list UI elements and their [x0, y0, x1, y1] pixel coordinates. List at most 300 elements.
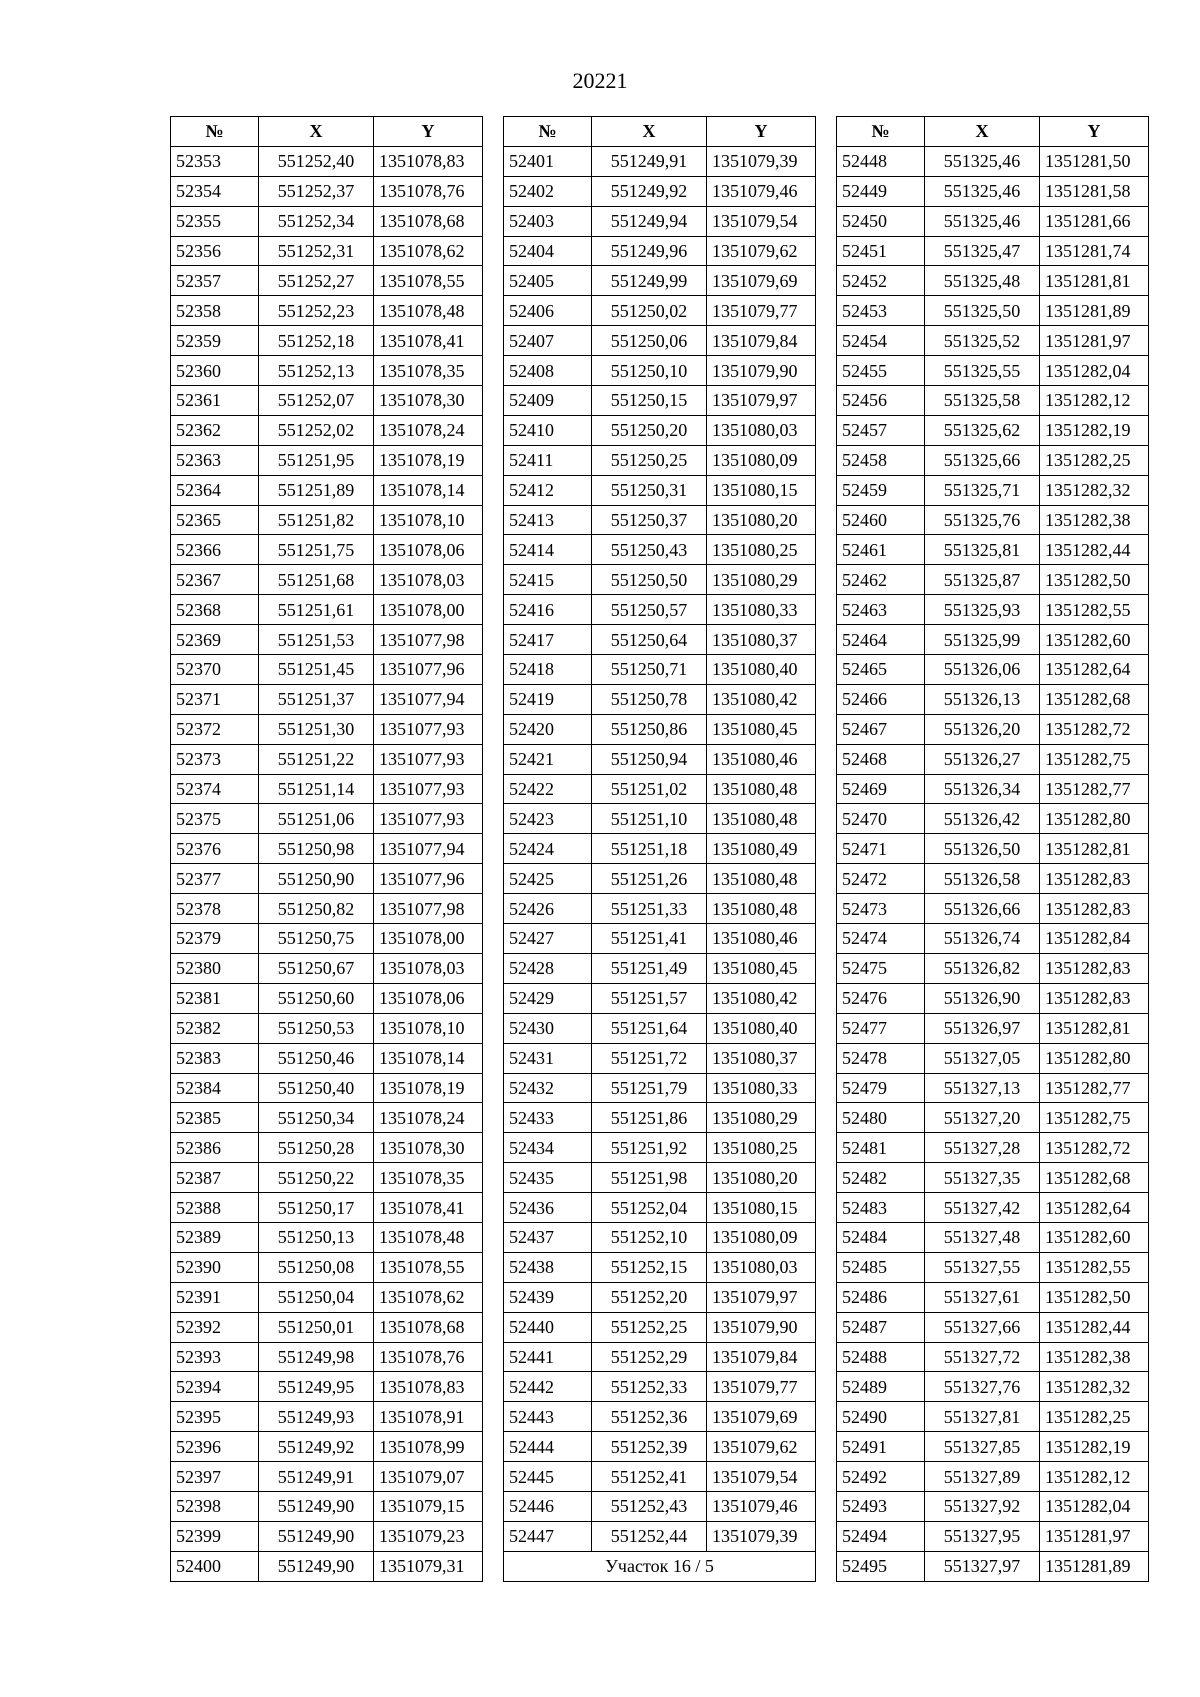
cell-x: 551251,06 — [259, 804, 374, 834]
cell-y: 1351282,19 — [1040, 1432, 1149, 1462]
table-row — [837, 1073, 1149, 1103]
table-row — [171, 1521, 483, 1551]
cell-x: 551251,61 — [259, 595, 374, 625]
cell-y: 1351077,96 — [374, 864, 483, 894]
cell-y: 1351080,45 — [707, 714, 816, 744]
cell-number: 52402 — [504, 176, 592, 206]
table-row — [171, 1163, 483, 1193]
cell-number: 52482 — [837, 1163, 925, 1193]
table-row — [837, 475, 1149, 505]
cell-number: 52455 — [837, 356, 925, 386]
cell-x: 551326,74 — [925, 924, 1040, 954]
cell-x: 551250,75 — [259, 924, 374, 954]
cell-y: 1351080,20 — [707, 1163, 816, 1193]
cell-y: 1351078,68 — [374, 1312, 483, 1342]
table-row — [171, 714, 483, 744]
cell-y: 1351078,03 — [374, 565, 483, 595]
page-number: 20221 — [572, 68, 628, 93]
table-row — [837, 266, 1149, 296]
cell-number: 52385 — [171, 1103, 259, 1133]
cell-x: 551252,13 — [259, 356, 374, 386]
table-row — [504, 1252, 816, 1282]
cell-y: 1351079,69 — [707, 1402, 816, 1432]
cell-y: 1351282,80 — [1040, 804, 1149, 834]
table-row — [171, 953, 483, 983]
table-row — [837, 1252, 1149, 1282]
table-row — [504, 1133, 816, 1163]
cell-number: 52365 — [171, 505, 259, 535]
cell-y: 1351078,19 — [374, 1073, 483, 1103]
cell-number: 52475 — [837, 953, 925, 983]
cell-number: 52398 — [171, 1491, 259, 1521]
table-row — [171, 386, 483, 416]
cell-number: 52355 — [171, 206, 259, 236]
table-row — [504, 1103, 816, 1133]
cell-y: 1351079,84 — [707, 1342, 816, 1372]
cell-x: 551251,98 — [592, 1163, 707, 1193]
cell-y: 1351281,58 — [1040, 176, 1149, 206]
cell-y: 1351080,42 — [707, 983, 816, 1013]
table-row — [837, 1222, 1149, 1252]
cell-number: 52362 — [171, 415, 259, 445]
table-row — [504, 684, 816, 714]
table-row — [504, 1372, 816, 1402]
cell-number: 52451 — [837, 236, 925, 266]
cell-y: 1351282,64 — [1040, 655, 1149, 685]
table-row — [171, 1342, 483, 1372]
cell-y: 1351080,03 — [707, 1252, 816, 1282]
cell-number: 52441 — [504, 1342, 592, 1372]
cell-number: 52357 — [171, 266, 259, 296]
cell-x: 551250,25 — [592, 445, 707, 475]
cell-x: 551327,20 — [925, 1103, 1040, 1133]
cell-x: 551327,85 — [925, 1432, 1040, 1462]
cell-x: 551250,57 — [592, 595, 707, 625]
cell-number: 52392 — [171, 1312, 259, 1342]
cell-y: 1351282,32 — [1040, 1372, 1149, 1402]
cell-y: 1351079,15 — [374, 1491, 483, 1521]
table-row — [504, 595, 816, 625]
cell-y: 1351079,46 — [707, 176, 816, 206]
table-row — [837, 744, 1149, 774]
table-row — [504, 864, 816, 894]
table-row — [504, 1312, 816, 1342]
header-y: Y — [1040, 117, 1149, 147]
cell-x: 551251,72 — [592, 1043, 707, 1073]
section-label: Участок 16 / 5 — [504, 1551, 816, 1581]
table-row — [171, 326, 483, 356]
cell-x: 551251,75 — [259, 535, 374, 565]
cell-x: 551327,92 — [925, 1491, 1040, 1521]
table-row — [504, 1432, 816, 1462]
cell-y: 1351080,48 — [707, 804, 816, 834]
table-row — [837, 655, 1149, 685]
cell-y: 1351282,12 — [1040, 1462, 1149, 1492]
cell-y: 1351080,46 — [707, 924, 816, 954]
table-row — [171, 1133, 483, 1163]
table-row — [171, 1013, 483, 1043]
cell-x: 551250,04 — [259, 1282, 374, 1312]
cell-y: 1351078,99 — [374, 1432, 483, 1462]
cell-x: 551325,66 — [925, 445, 1040, 475]
cell-number: 52389 — [171, 1222, 259, 1252]
cell-y: 1351282,72 — [1040, 714, 1149, 744]
cell-number: 52374 — [171, 774, 259, 804]
cell-y: 1351080,40 — [707, 1013, 816, 1043]
table-row — [837, 236, 1149, 266]
cell-y: 1351282,83 — [1040, 953, 1149, 983]
cell-number: 52384 — [171, 1073, 259, 1103]
cell-y: 1351080,09 — [707, 445, 816, 475]
cell-number: 52432 — [504, 1073, 592, 1103]
cell-y: 1351079,23 — [374, 1521, 483, 1551]
cell-y: 1351282,38 — [1040, 1342, 1149, 1372]
cell-number: 52393 — [171, 1342, 259, 1372]
cell-number: 52401 — [504, 146, 592, 176]
cell-number: 52459 — [837, 475, 925, 505]
cell-number: 52468 — [837, 744, 925, 774]
cell-number: 52361 — [171, 386, 259, 416]
cell-number: 52366 — [171, 535, 259, 565]
cell-number: 52478 — [837, 1043, 925, 1073]
cell-number: 52471 — [837, 834, 925, 864]
cell-number: 52356 — [171, 236, 259, 266]
cell-x: 551251,68 — [259, 565, 374, 595]
cell-y: 1351080,48 — [707, 894, 816, 924]
cell-x: 551251,49 — [592, 953, 707, 983]
cell-x: 551250,01 — [259, 1312, 374, 1342]
cell-number: 52425 — [504, 864, 592, 894]
table-row — [504, 1073, 816, 1103]
cell-y: 1351078,76 — [374, 1342, 483, 1372]
cell-y: 1351282,81 — [1040, 834, 1149, 864]
cell-number: 52467 — [837, 714, 925, 744]
cell-number: 52423 — [504, 804, 592, 834]
cell-x: 551250,64 — [592, 625, 707, 655]
cell-x: 551250,60 — [259, 983, 374, 1013]
header-x: X — [925, 117, 1040, 147]
cell-y: 1351078,83 — [374, 146, 483, 176]
cell-y: 1351281,74 — [1040, 236, 1149, 266]
cell-number: 52448 — [837, 146, 925, 176]
cell-number: 52473 — [837, 894, 925, 924]
table-row — [837, 625, 1149, 655]
cell-x: 551327,55 — [925, 1252, 1040, 1282]
table-row — [837, 176, 1149, 206]
cell-x: 551327,61 — [925, 1282, 1040, 1312]
cell-y: 1351080,48 — [707, 864, 816, 894]
header-number: № — [837, 117, 925, 147]
cell-number: 52416 — [504, 595, 592, 625]
cell-x: 551250,43 — [592, 535, 707, 565]
cell-x: 551250,71 — [592, 655, 707, 685]
table-row — [504, 1163, 816, 1193]
cell-x: 551326,50 — [925, 834, 1040, 864]
table-row — [504, 206, 816, 236]
cell-number: 52481 — [837, 1133, 925, 1163]
table-row — [837, 1013, 1149, 1043]
cell-x: 551251,41 — [592, 924, 707, 954]
table-header-row — [837, 117, 1149, 147]
cell-x: 551251,79 — [592, 1073, 707, 1103]
table-row — [837, 804, 1149, 834]
cell-x: 551251,30 — [259, 714, 374, 744]
table-row — [171, 894, 483, 924]
cell-x: 551325,46 — [925, 176, 1040, 206]
cell-number: 52429 — [504, 983, 592, 1013]
table-row — [837, 1521, 1149, 1551]
cell-y: 1351282,81 — [1040, 1013, 1149, 1043]
cell-y: 1351079,54 — [707, 206, 816, 236]
cell-y: 1351079,31 — [374, 1551, 483, 1581]
table-row — [504, 356, 816, 386]
cell-y: 1351282,77 — [1040, 774, 1149, 804]
table-row — [837, 595, 1149, 625]
cell-x: 551249,91 — [259, 1462, 374, 1492]
table-row — [837, 1551, 1149, 1581]
cell-number: 52409 — [504, 386, 592, 416]
cell-x: 551326,90 — [925, 983, 1040, 1013]
table-row — [171, 1193, 483, 1223]
coordinates-table-3 — [836, 116, 1149, 1582]
cell-x: 551250,98 — [259, 834, 374, 864]
cell-x: 551326,20 — [925, 714, 1040, 744]
table-row — [837, 953, 1149, 983]
cell-x: 551327,97 — [925, 1551, 1040, 1581]
cell-x: 551250,53 — [259, 1013, 374, 1043]
cell-number: 52404 — [504, 236, 592, 266]
cell-x: 551325,93 — [925, 595, 1040, 625]
cell-y: 1351281,97 — [1040, 1521, 1149, 1551]
cell-x: 551252,15 — [592, 1252, 707, 1282]
cell-x: 551326,13 — [925, 684, 1040, 714]
cell-number: 52438 — [504, 1252, 592, 1282]
cell-y: 1351282,44 — [1040, 535, 1149, 565]
cell-number: 52491 — [837, 1432, 925, 1462]
cell-number: 52457 — [837, 415, 925, 445]
cell-x: 551327,13 — [925, 1073, 1040, 1103]
cell-x: 551252,40 — [259, 146, 374, 176]
table-row — [171, 445, 483, 475]
cell-x: 551326,97 — [925, 1013, 1040, 1043]
cell-x: 551325,87 — [925, 565, 1040, 595]
cell-y: 1351078,06 — [374, 535, 483, 565]
cell-y: 1351079,97 — [707, 1282, 816, 1312]
cell-y: 1351078,41 — [374, 326, 483, 356]
cell-number: 52426 — [504, 894, 592, 924]
cell-y: 1351077,94 — [374, 834, 483, 864]
cell-y: 1351079,97 — [707, 386, 816, 416]
cell-y: 1351079,46 — [707, 1491, 816, 1521]
cell-y: 1351078,48 — [374, 296, 483, 326]
cell-number: 52403 — [504, 206, 592, 236]
cell-x: 551326,66 — [925, 894, 1040, 924]
cell-x: 551327,05 — [925, 1043, 1040, 1073]
cell-number: 52477 — [837, 1013, 925, 1043]
table-row — [504, 535, 816, 565]
table-row — [171, 206, 483, 236]
cell-x: 551325,52 — [925, 326, 1040, 356]
cell-x: 551252,37 — [259, 176, 374, 206]
table-row — [504, 266, 816, 296]
cell-number: 52406 — [504, 296, 592, 326]
table-row — [171, 1491, 483, 1521]
cell-y: 1351078,00 — [374, 595, 483, 625]
table-row — [504, 894, 816, 924]
cell-number: 52465 — [837, 655, 925, 685]
cell-y: 1351282,44 — [1040, 1312, 1149, 1342]
cell-x: 551250,22 — [259, 1163, 374, 1193]
cell-x: 551251,82 — [259, 505, 374, 535]
cell-y: 1351282,83 — [1040, 983, 1149, 1013]
cell-number: 52364 — [171, 475, 259, 505]
cell-x: 551252,04 — [592, 1193, 707, 1223]
table-row — [504, 774, 816, 804]
cell-y: 1351077,96 — [374, 655, 483, 685]
cell-number: 52458 — [837, 445, 925, 475]
cell-x: 551252,18 — [259, 326, 374, 356]
cell-x: 551251,33 — [592, 894, 707, 924]
cell-number: 52399 — [171, 1521, 259, 1551]
cell-number: 52380 — [171, 953, 259, 983]
table-row — [837, 206, 1149, 236]
cell-number: 52354 — [171, 176, 259, 206]
cell-x: 551325,48 — [925, 266, 1040, 296]
cell-y: 1351282,38 — [1040, 505, 1149, 535]
cell-y: 1351282,55 — [1040, 595, 1149, 625]
cell-x: 551325,99 — [925, 625, 1040, 655]
cell-number: 52413 — [504, 505, 592, 535]
cell-x: 551251,26 — [592, 864, 707, 894]
cell-x: 551252,02 — [259, 415, 374, 445]
table-row — [504, 1402, 816, 1432]
cell-y: 1351078,62 — [374, 236, 483, 266]
cell-y: 1351080,09 — [707, 1222, 816, 1252]
table-row — [837, 1462, 1149, 1492]
table-row — [504, 1222, 816, 1252]
cell-x: 551252,43 — [592, 1491, 707, 1521]
coordinates-table-2 — [503, 116, 816, 1582]
cell-number: 52472 — [837, 864, 925, 894]
cell-number: 52479 — [837, 1073, 925, 1103]
cell-number: 52466 — [837, 684, 925, 714]
cell-number: 52488 — [837, 1342, 925, 1372]
table-row — [504, 714, 816, 744]
cell-y: 1351079,69 — [707, 266, 816, 296]
cell-y: 1351281,97 — [1040, 326, 1149, 356]
cell-y: 1351282,83 — [1040, 864, 1149, 894]
table-row — [837, 146, 1149, 176]
cell-x: 551251,45 — [259, 655, 374, 685]
cell-y: 1351282,84 — [1040, 924, 1149, 954]
cell-y: 1351078,00 — [374, 924, 483, 954]
cell-y: 1351282,12 — [1040, 386, 1149, 416]
cell-x: 551252,41 — [592, 1462, 707, 1492]
cell-number: 52463 — [837, 595, 925, 625]
cell-y: 1351282,60 — [1040, 1222, 1149, 1252]
table-row — [837, 296, 1149, 326]
table-row — [171, 804, 483, 834]
table-row — [171, 1551, 483, 1581]
table-row — [837, 834, 1149, 864]
table-row — [504, 415, 816, 445]
table-row — [171, 236, 483, 266]
cell-number: 52484 — [837, 1222, 925, 1252]
cell-y: 1351282,04 — [1040, 1491, 1149, 1521]
header-x: X — [259, 117, 374, 147]
cell-x: 551250,02 — [592, 296, 707, 326]
cell-number: 52428 — [504, 953, 592, 983]
cell-y: 1351078,10 — [374, 1013, 483, 1043]
cell-x: 551249,90 — [259, 1551, 374, 1581]
cell-x: 551326,34 — [925, 774, 1040, 804]
cell-x: 551251,95 — [259, 445, 374, 475]
cell-number: 52436 — [504, 1193, 592, 1223]
cell-x: 551252,39 — [592, 1432, 707, 1462]
table-row — [837, 1402, 1149, 1432]
cell-y: 1351080,03 — [707, 415, 816, 445]
cell-number: 52421 — [504, 744, 592, 774]
table-row — [837, 535, 1149, 565]
cell-y: 1351079,62 — [707, 1432, 816, 1462]
cell-number: 52495 — [837, 1551, 925, 1581]
cell-number: 52415 — [504, 565, 592, 595]
cell-x: 551325,62 — [925, 415, 1040, 445]
cell-y: 1351079,90 — [707, 356, 816, 386]
cell-y: 1351078,30 — [374, 1133, 483, 1163]
table-row — [171, 625, 483, 655]
table-row — [171, 296, 483, 326]
cell-number: 52469 — [837, 774, 925, 804]
table-row — [171, 475, 483, 505]
cell-number: 52443 — [504, 1402, 592, 1432]
table-row — [504, 296, 816, 326]
cell-y: 1351282,77 — [1040, 1073, 1149, 1103]
cell-y: 1351281,89 — [1040, 296, 1149, 326]
table-row — [837, 774, 1149, 804]
cell-x: 551250,10 — [592, 356, 707, 386]
cell-x: 551250,86 — [592, 714, 707, 744]
cell-x: 551249,92 — [592, 176, 707, 206]
cell-x: 551251,10 — [592, 804, 707, 834]
cell-number: 52394 — [171, 1372, 259, 1402]
table-row — [171, 1282, 483, 1312]
table-row — [171, 565, 483, 595]
cell-x: 551251,37 — [259, 684, 374, 714]
cell-number: 52405 — [504, 266, 592, 296]
table-row — [504, 953, 816, 983]
header-y: Y — [374, 117, 483, 147]
cell-y: 1351078,14 — [374, 475, 483, 505]
table-row — [504, 445, 816, 475]
cell-number: 52422 — [504, 774, 592, 804]
cell-number: 52464 — [837, 625, 925, 655]
table-row — [171, 266, 483, 296]
cell-number: 52359 — [171, 326, 259, 356]
cell-number: 52446 — [504, 1491, 592, 1521]
cell-y: 1351080,29 — [707, 565, 816, 595]
cell-number: 52442 — [504, 1372, 592, 1402]
table-row — [837, 326, 1149, 356]
cell-y: 1351078,30 — [374, 386, 483, 416]
table-row — [171, 176, 483, 206]
cell-x: 551327,76 — [925, 1372, 1040, 1402]
table-row — [171, 983, 483, 1013]
cell-y: 1351080,25 — [707, 1133, 816, 1163]
cell-x: 551327,81 — [925, 1402, 1040, 1432]
cell-x: 551252,36 — [592, 1402, 707, 1432]
cell-number: 52461 — [837, 535, 925, 565]
